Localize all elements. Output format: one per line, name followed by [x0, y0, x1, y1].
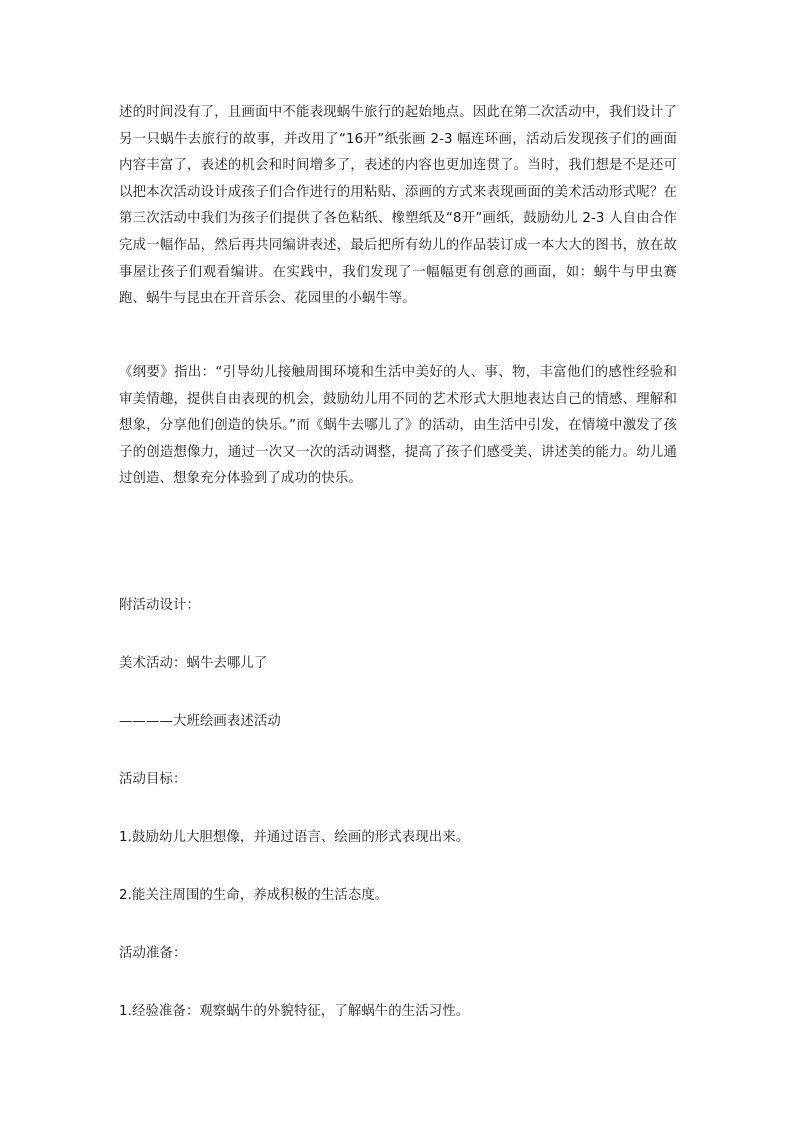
- goal-item-2: 2.能关注周围的生命，养成积极的生活态度。: [119, 888, 389, 903]
- appendix-heading: 附活动设计：: [119, 598, 200, 613]
- activity-subtitle: ————大班绘画表述活动: [119, 714, 281, 729]
- activity-title: 美术活动：蜗牛去哪儿了: [119, 656, 268, 671]
- body-paragraph-2: 《纲要》指出：“引导幼儿接触周围环境和生活中美好的人、事、物，丰富他们的感性经验和审美情趣，提供自由表现的机会，鼓励幼儿用不同的艺术形式大胆地表达自己的情感、理解和想象，分享他们创造的快乐。”而《蜗牛去哪儿了》的活动，由生活中引发，在情境中激发了孩子的创造想像力，通过一次又一次的活动调整，提高了孩子们感受美、讲述美的能力。幼儿通过创造、想象充分体验到了成功的快乐。: [119, 365, 677, 487]
- preparation-heading: 活动准备：: [119, 946, 187, 961]
- preparation-item-1: 1.经验准备：观察蜗牛的外貌特征，了解蜗牛的生活习性。: [119, 1004, 470, 1019]
- goals-heading: 活动目标：: [119, 772, 187, 787]
- body-paragraph-1: 述的时间没有了，且画面中不能表现蜗牛旅行的起始地点。因此在第二次活动中，我们设计了另一只蜗牛去旅行的故事，并改用了“16开”纸张画 2-3 幅连环画，活动后发现孩子们的画面内容丰富了，表述的机会和时间增多了，表述的内容也更加连贯了。当时，我们想是不是还可以把本次活动设计成孩子们合作进行的用粘贴、添画的方式来表现画面的美术活动形式呢？在第三次活动中我们为孩子们提供了各色粘纸、橡塑纸及“8开”画纸，鼓励幼儿 2-3 人自由合作完成一幅作品，然后再共同编讲表述，最后把所有幼儿的作品装订成一本大大的图书，放在故事屋让孩子们观看编讲。在实践中，我们发现了一幅幅更有创意的画面，如：蜗牛与甲虫赛跑、蜗牛与昆虫在开音乐会、花园里的小蜗牛等。: [119, 105, 677, 307]
- goal-item-1: 1.鼓励幼儿大胆想像，并通过语言、绘画的形式表现出来。: [119, 830, 470, 845]
